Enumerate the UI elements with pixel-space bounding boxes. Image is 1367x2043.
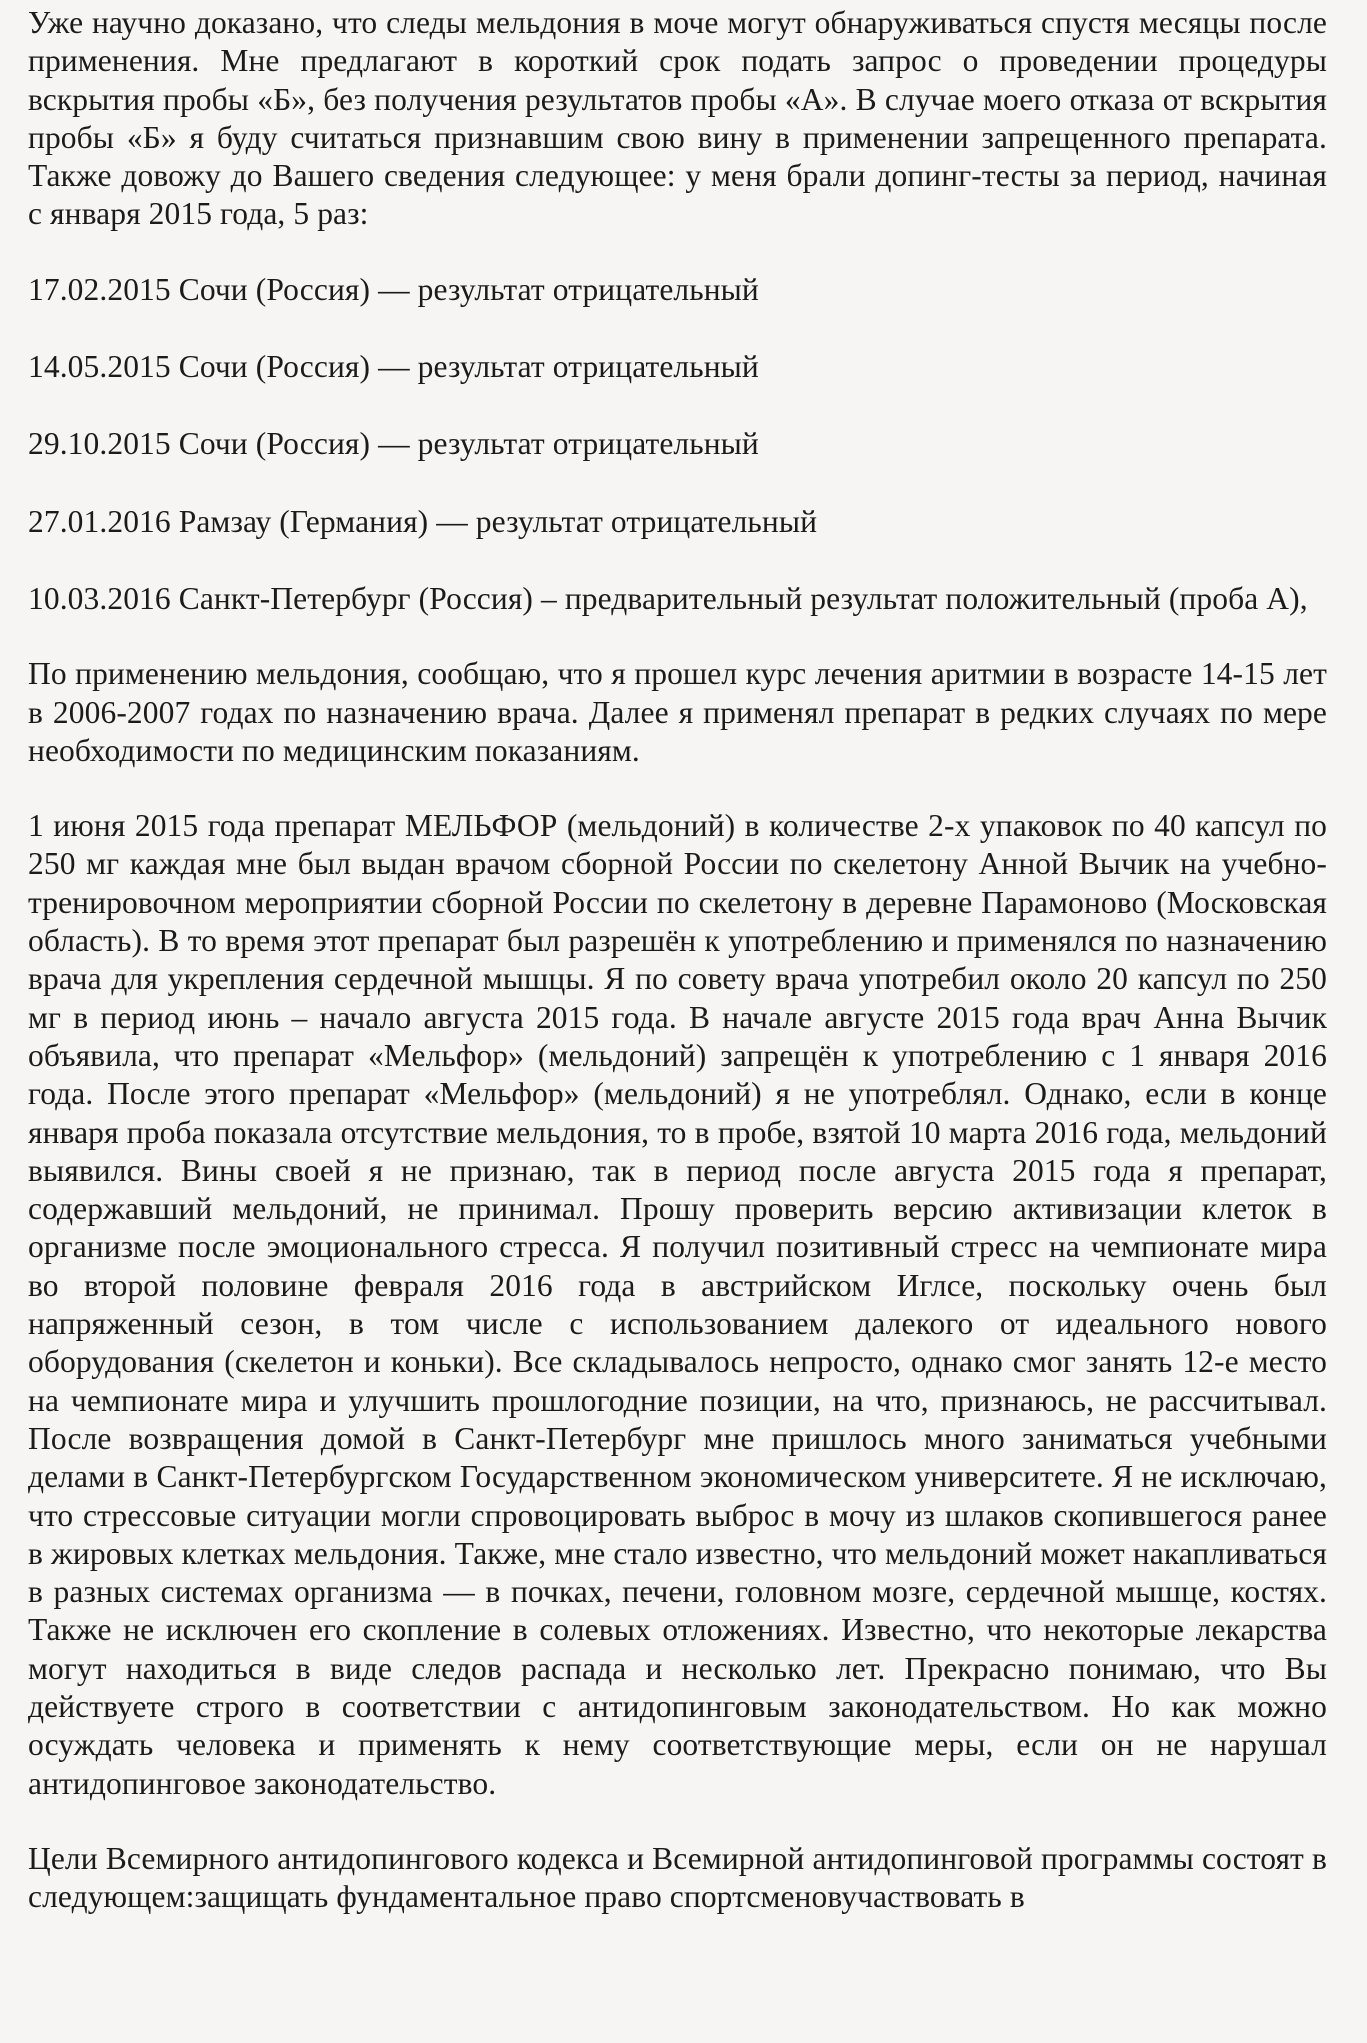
test-entry-sochi-2015-10: 29.10.2015 Сочи (Россия) — результат отрицательный [28,426,759,462]
paragraph-treatment-history: По применению мельдония, сообщаю, что я прошел курс лечения аритмии в возрасте 14-15 лет в 2006-2007 годах по назначению врача. Далее я применял препарат в редких случаях по мере необходимости по медицинским показаниям. [28,656,1327,768]
test-entry-sochi-2015-05: 14.05.2015 Сочи (Россия) — результат отрицательный [28,349,759,385]
test-entry-spb-2016-03: 10.03.2016 Санкт-Петербург (Россия) – предварительный результат положительный (проба А), [28,580,1308,616]
paragraph-code-goals: Цели Всемирного антидопингового кодекса и Всемирной антидопинговой программы состоят в следующем:защищать фундаментальное право спортсменовучаствовать в [28,1840,1327,1915]
paragraph-meldonium-traces: Уже научно доказано, что следы мельдония в моче могут обнаруживаться спустя месяцы после применения. Мне предлагают в короткий срок подать запрос о проведении процедуры вскрытия пробы «Б», без получения результатов пробы «А». В случае моего отказа от вскрытия пробы «Б» я буду считаться признавшим свою вину в применении запрещенного препарата. Также довожу до Вашего сведения следующее: у меня брали допинг-тесты за период, начиная с января 2015 года, 5 раз: [28,5,1327,232]
test-entry-sochi-2015-02: 17.02.2015 Сочи (Россия) — результат отрицательный [28,271,759,307]
paragraph-melfor-account: 1 июня 2015 года препарат МЕЛЬФОР (мельдоний) в количестве 2-х упаковок по 40 капсул по 250 мг каждая мне был выдан врачом сборной России по скелетону Анной Вычик на учебно-тренировочном мероприятии сборной России по скелетону в деревне Парамоново (Московская область). В то время этот препарат был разрешён к употреблению и применялся по назначению врача для укрепления сердечной мышцы. Я по совету врача употребил около 20 капсул по 250 мг в период июнь – начало августа 2015 года. В начале августе 2015 года врач Анна Вычик объявила, что препарат «Мельфор» (мельдоний) запрещён к употреблению с 1 января 2016 года. После этого препарат «Мельфор» (мельдоний) я не употреблял. Однако, если в конце января проба показала отсутствие мельдония, то в пробе, взятой 10 марта 2016 года, мельдоний выявился. Вины своей я не признаю, так в период после августа 2015 года я препарат, содержавший мельдоний, не принимал. Прошу проверить версию активизации клеток в организме после эмоционального стресса. Я получил позитивный стресс на чемпионате мира во второй половине февраля 2016 года в австрийском Иглсе, поскольку очень был напряженный сезон, в том числе с использованием далекого от идеального нового оборудования (скелетон и коньки). Все складывалось непросто, однако смог занять 12-е место на чемпионате мира и улучшить прошлогодние позиции, на что, признаюсь, не рассчитывал. После возвращения домой в Санкт-Петербург мне пришлось много заниматься учебными делами в Санкт-Петербургском Государственном экономическом университете. Я не исключаю, что стрессовые ситуации могли спровоцировать выброс в мочу из шлаков скопившегося ранее в жировых клетках мельдония. Также, мне стало известно, что мельдоний может накапливаться в разных системах организма — в почках, печени, головном мозге, сердечной мышце, костях. Также не исключен его скопление в солевых отложениях. Известно, что некоторые лекарства могут находиться в виде следов распада и несколько лет. Прекрасно понимаю, что Вы действуете строго в соответствии с антидопинговым законодательством. Но как можно осуждать человека и применять к нему соответствующие меры, если он не нарушал антидопинговое законодательство. [28,808,1327,1801]
test-entry-ramsau-2016-01: 27.01.2016 Рамзау (Германия) — результат отрицательный [28,503,818,539]
